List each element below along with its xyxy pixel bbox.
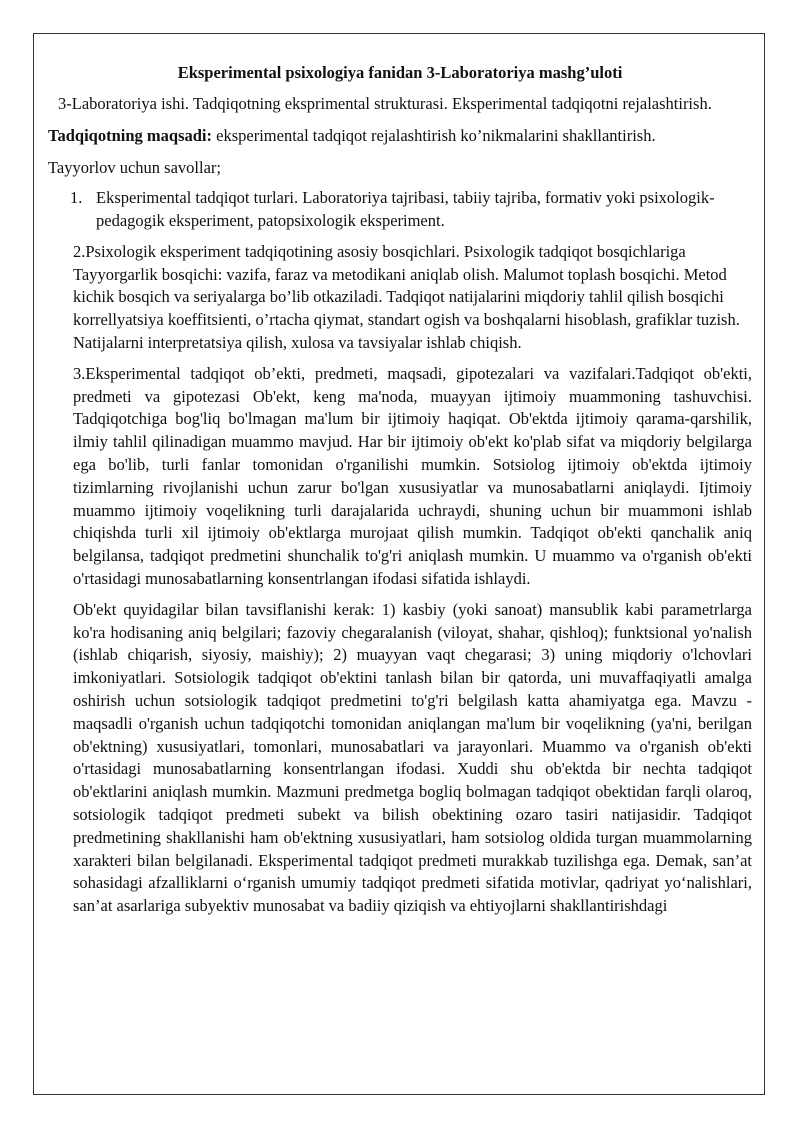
question-1-text: Eksperimental tadqiqot turlari. Laboratoriya tajribasi, tabiiy tajriba, formativ yoki psixologik-pedagogik eksperiment, patopsixologik eksperiment. bbox=[96, 188, 715, 230]
document-title: Eksperimental psixologiya fanidan 3-Laboratoriya mashg’uloti bbox=[177, 63, 623, 82]
question-1-number: 1. bbox=[70, 188, 83, 208]
preparation-questions-heading: Tayyorlov uchun savollar; bbox=[48, 158, 221, 178]
object-description-paragraph: Ob'ekt quyidagilar bilan tavsiflanishi kerak: 1) kasbiy (yoki sanoat) mansublik kabi parametrlarga ko'ra hodisaning aniq belgilari; fazoviy chegaralanish (viloyat, shahar, qishloq); funktsional yo'nalish (ishlab chiqarish, siyosiy, maishiy); 2) muayyan vaqt chegarasi; 3) uning miqdoriy o'lchovlari imkoniyatlari. Sotsiologik tadqiqot ob'ektini tanlash bilan bir qatorda, uni muvaffaqiyatli amalga oshirish uchun sotsiologik tadqiqot predmetini to'g'ri belgilash katta ahamiyatga ega. Mavzu - maqsadli o'rganish uchun tadqiqotchi tomonidan aniqlangan ma'lum bir voqelikning (ya'ni, berilgan ob'ektning) xususiyatlari, tomonlari, munosabatlari va jarayonlari. Muammo va o'rganish ob'ekti o'rtasidagi munosabatlarning konsentrlangan ifodasi. Xuddi shu ob'ektda bir nechta tadqiqot ob'ektlarini aniqlash mumkin. Mazmuni predmetga bogliq bolmagan tadqiqot obektidan farqli olaroq, sotsiologik tadqiqot predmeti subekt va bilish obektining ozaro tasiri natijasidir. Tadqiqot predmetining shakllanishi ham ob'ektning xususiyatlari, ham sotsiolog oldida turgan muammolarning xarakteri bilan belgilanadi. Eksperimental tadqiqot predmeti murakkab tuzilishga ega. Demak, san’at sohasidagi afzalliklarni o‘rganish umumiy tadqiqot predmeti sifatida motivlar, qadriyat yo‘nalishlari, san’at asarlariga subyektiv munosabat va badiiy qiziqish va ehtiyojlarni shakllantirishdagi bbox=[73, 599, 752, 916]
question-3: 3.Eksperimental tadqiqot ob’ekti, predmeti, maqsadi, gipotezalari va vazifalari.Tadqiqot ob'ekti, predmeti va gipotezasi Ob'ekt, keng ma'noda, muayyan ijtimoiy muammoning tashuvchisi. Tadqiqotchiga bog'liq bo'lmagan ma'lum bir ijtimoiy haqiqat. Ob'ektda ijtimoiy qarama-qarshilik, ilmiy tahlil qilinadigan muammo mavjud. Har bir ijtimoiy ob'ekt ko'plab sifat va miqdoriy belgilarga ega bo'lib, turli fanlar tomonidan o'rganilishi mumkin. Sotsiolog ijtimoiy ob'ektda ijtimoiy tizimlarning rivojlanishi uchun zarur bo'lgan xususiyatlar va munosabatlarni aniqlaydi. Ijtimoiy muammo ijtimoiy voqelikning turli darajalarida uchraydi, shuning uchun bir muammoni ishlab chiqishda turli xil ijtimoiy ob'ektlarga murojaat qilish mumkin. Tadqiqot ob'ekti qanchalik aniq belgilansa, tadqiqot predmetini shunchalik to'g'ri aniqlash mumkin. U muammo va o'rganish ob'ekti o'rtasidagi munosabatlarning konsentrlangan ifodasi sifatida ishlaydi. bbox=[73, 363, 752, 588]
research-goal-text: eksperimental tadqiqot rejalashtirish ko’nikmalarini shakllantirish. bbox=[212, 125, 656, 145]
research-goal bbox=[48, 125, 752, 148]
research-goal-label: Tadqiqotning maqsadi: bbox=[48, 125, 213, 145]
question-2: 2.Psixologik eksperiment tadqiqotining asosiy bosqichlari. Psixologik tadqiqot bosqichlariga Tayyorgarlik bosqichi: vazifa, faraz va metodikani aniqlab olish. Malumot toplash bosqichi. Metod kichik bosqich va seriyalarga bo’lib otkaziladi. Tadqiqot natijalarini miqdoriy tahlil qilish bosqichi korrellyatsiya koeffitsienti, o’rtacha qiymat, standart ogish va boshqalarni hisoblash, grafiklar tuzish. Natijalarni interpretatsiya qilish, xulosa va tavsiyalar ishlab chiqish. bbox=[73, 241, 740, 352]
lab-work-line: 3-Laboratoriya ishi. Tadqiqotning eksprimental strukturasi. Eksperimental tadqiqotni rejalashtirish. bbox=[58, 93, 712, 113]
question-1 bbox=[48, 187, 752, 233]
document-body bbox=[48, 62, 752, 918]
